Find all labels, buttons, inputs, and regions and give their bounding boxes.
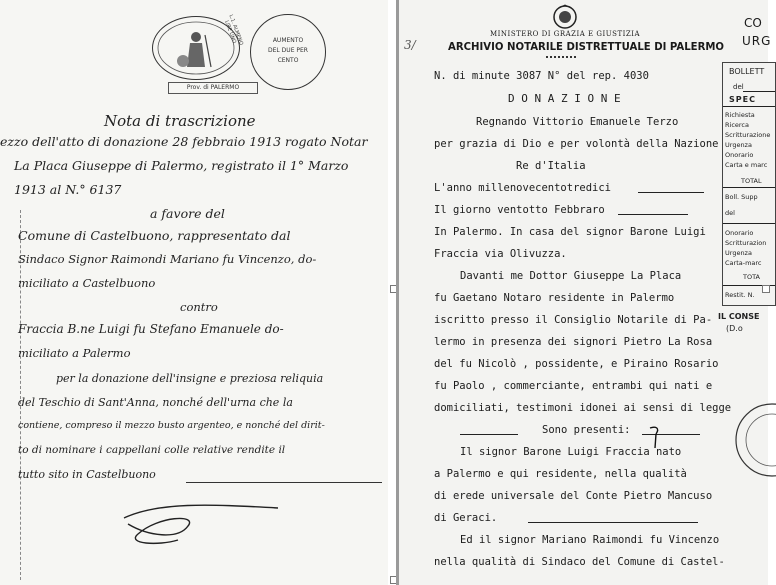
ministry-heading: MINISTERO DI GRAZIA E GIUSTIZIA	[490, 30, 641, 38]
bulletin-spec: SPEC	[729, 95, 756, 104]
fee-item: Boll. Supp	[725, 193, 758, 201]
minute-number-line: N. di minute 3087 N° del rep. 4030	[434, 70, 649, 82]
handwritten-line: a favore del	[150, 206, 225, 221]
fee-item: Onorario	[725, 229, 754, 237]
fill-line	[618, 214, 688, 215]
fee-total: TOTA	[743, 273, 760, 281]
revenue-stamp-surcharge	[250, 14, 326, 90]
handwritten-line: ezzo dell'atto di donazione 28 febbraio 1913 rogato Notar	[0, 134, 368, 149]
deed-line: fu Gaetano Notaro residente in Palermo	[434, 292, 675, 304]
stamp-left-text: L.1. ALMENO LIRE UNO	[223, 13, 245, 47]
deed-line: di Geraci.	[434, 512, 498, 524]
deed-line: di erede universale del Conte Pietro Mancuso	[434, 490, 713, 502]
fill-line	[743, 91, 775, 92]
deed-title: D O N A Z I O N E	[508, 92, 621, 105]
notary-seal-icon	[732, 400, 772, 480]
deed-line: Regnando Vittorio Emanuele Terzo	[476, 116, 679, 128]
handwritten-line: Comune di Castelbuono, rappresentato dal	[18, 228, 291, 243]
conseil-sub: (D.o	[726, 324, 743, 333]
handwritten-line: 1913 al N.° 6137	[14, 182, 122, 197]
handwritten-line: del Teschio di Sant'Anna, nonché dell'urna che la	[18, 396, 293, 409]
archive-heading: ARCHIVIO NOTARILE DISTRETTUALE DI PALERMO	[448, 40, 725, 53]
handwritten-line: La Placa Giuseppe di Palermo, registrato il 1° Marzo	[14, 158, 349, 173]
corner-code-top: CO	[744, 16, 762, 30]
deed-line: fu Paolo , commerciante, entrambi qui nati e	[434, 380, 713, 392]
fee-item: Ricerca	[725, 121, 749, 129]
page-edge-shadow	[396, 0, 399, 585]
deed-line: L'anno millenovecentotredici	[434, 182, 612, 194]
revenue-stamp-figure	[152, 13, 245, 80]
deed-line: per grazia di Dio e per volontà della Nazione	[434, 138, 719, 150]
stamp-right-line1: AUMENTO	[272, 37, 304, 44]
deed-line: domiciliati, testimoni idonei ai sensi di legge	[434, 402, 732, 414]
fee-total: TOTAL	[741, 177, 762, 185]
handwritten-line: contro	[180, 300, 218, 314]
handwritten-line: miciliato a Palermo	[18, 346, 131, 360]
deed-line: Il giorno ventotto Febbraro	[434, 204, 605, 216]
fee-item: Scritturazion	[725, 239, 767, 247]
restit-label: Restit. N.	[725, 291, 755, 299]
deed-line: lermo in presenza dei signori Pietro La Rosa	[434, 336, 713, 348]
fee-item: del	[725, 209, 735, 217]
fill-line	[528, 522, 698, 523]
bulletin-title: BOLLETT	[729, 67, 765, 76]
deed-line: Sono presenti:	[542, 424, 631, 436]
deed-line: Re d'Italia	[516, 160, 586, 172]
handwritten-line: to di nominare i cappellani colle relative rendite il	[18, 444, 286, 456]
fee-item: Urgenza	[725, 141, 752, 149]
heading-ornament	[546, 56, 576, 58]
stamp-right-line2: DEL DUE PER	[268, 47, 308, 54]
handwritten-line: Sindaco Signor Raimondi Mariano fu Vincenzo, do-	[18, 252, 317, 266]
deed-line: nella qualità di Sindaco del Comune di Castel-	[434, 556, 725, 568]
bulletin-del: del	[733, 83, 744, 91]
deed-line: In Palermo. In casa del signor Barone Luigi	[434, 226, 706, 238]
handwritten-line: per la donazione dell'insigne e preziosa reliquia	[56, 372, 324, 385]
deed-line: del fu Nicolò , possidente, e Piraino Rosario	[434, 358, 719, 370]
document-title: Nota di trascrizione	[104, 112, 256, 130]
fill-line	[186, 482, 382, 483]
right-document-page	[396, 0, 772, 585]
handwritten-line: contiene, compreso il mezzo busto argenteo, e nonché del dirit-	[18, 420, 325, 431]
stamp-caption-box	[168, 82, 258, 94]
fee-item: Urgenza	[725, 249, 752, 257]
divider	[723, 187, 775, 188]
conseil-label: IL CONSE	[718, 312, 760, 321]
state-emblem-icon	[552, 4, 578, 30]
handwritten-line: Fraccia B.ne Luigi fu Stefano Emanuele do-	[18, 322, 284, 336]
handwritten-line: miciliato a Castelbuono	[18, 276, 156, 290]
fill-line	[460, 434, 518, 435]
fee-item: Richiesta	[725, 111, 755, 119]
fee-bulletin-box	[722, 62, 776, 306]
margin-mark: 3/	[404, 38, 416, 52]
resize-handle[interactable]	[762, 285, 770, 293]
deed-line: a Palermo e qui residente, nella qualità	[434, 468, 687, 480]
deed-line: Fraccia via Olivuzza.	[434, 248, 567, 260]
deed-line: Davanti me Dottor Giuseppe La Placa	[460, 270, 682, 282]
fee-item: Carta e marc	[725, 161, 768, 169]
deed-line: iscritto presso il Consiglio Notarile di Pa-	[434, 314, 713, 326]
deed-line: Ed il signor Mariano Raimondi fu Vincenzo	[460, 534, 720, 546]
fill-line	[638, 192, 704, 193]
fee-item: Carta-marc	[725, 259, 762, 267]
fee-item: Onorario	[725, 151, 754, 159]
fee-item: Scritturazione	[725, 131, 771, 139]
stamp-caption: Prov. di PALERMO	[186, 84, 240, 91]
corner-code-second: URG	[742, 34, 772, 48]
handwritten-line: tutto sito in Castelbuono	[18, 468, 156, 481]
divider	[723, 106, 775, 107]
divider	[723, 223, 775, 224]
deed-line: Il signor Barone Luigi Fraccia nato	[460, 446, 682, 458]
handwritten-mark-icon	[646, 424, 666, 450]
signature-flourish-icon	[118, 496, 288, 548]
stamp-right-line3: CENTO	[277, 57, 299, 64]
